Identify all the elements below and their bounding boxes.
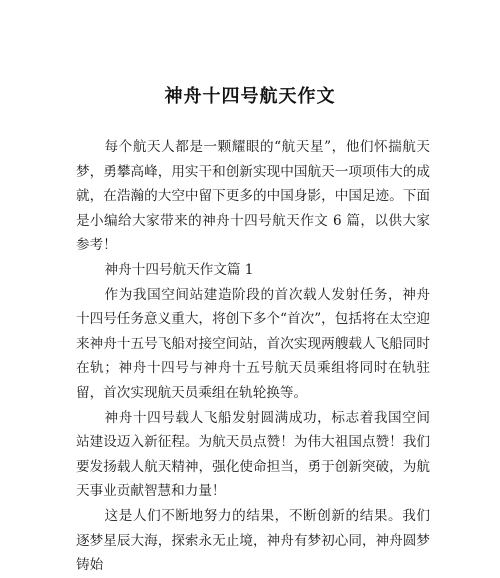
document-body bbox=[76, 135, 430, 578]
body-paragraph: 这是人们不断地努力的结果，不断创新的结果。我们逐梦星辰大海，探索永无止境，神舟有梦初心同，神舟圆梦铸始 bbox=[76, 507, 430, 574]
body-paragraph: 作为我国空间站建造阶段的首次载人发射任务，神舟十四号任务意义重大，将创下多个“首次”，包括将在太空迎来神舟十五号飞船对接空间站，首次实现两艘载人飞船同时在轨；神舟十四号与神舟十五号航天员乘组将同时在轨驻留，首次实现航天员乘组在轨轮换等。 bbox=[76, 286, 430, 401]
document-title: 神舟十四号航天作文 bbox=[164, 86, 336, 107]
intro-paragraph: 每个航天人都是一颗耀眼的“航天星”，他们怀揣航天梦，勇攀高峰，用实干和创新实现中国航天一项项伟大的成就，在浩瀚的大空中留下更多的中国身影，中国足迹。下面是小编给大家带来的神舟十四号航天作文 6 篇，以供大家参考！ bbox=[76, 139, 430, 254]
section-heading: 神舟十四号航天作文篇 1 bbox=[104, 261, 254, 278]
body-paragraph: 神舟十四号载人飞船发射圆满成功，标志着我国空间站建设迈入新征程。为航天员点赞！为伟大祖国点赞！我们要发扬载人航天精神，强化使命担当，勇于创新突破，为航天事业贡献智慧和力量！ bbox=[76, 409, 430, 500]
